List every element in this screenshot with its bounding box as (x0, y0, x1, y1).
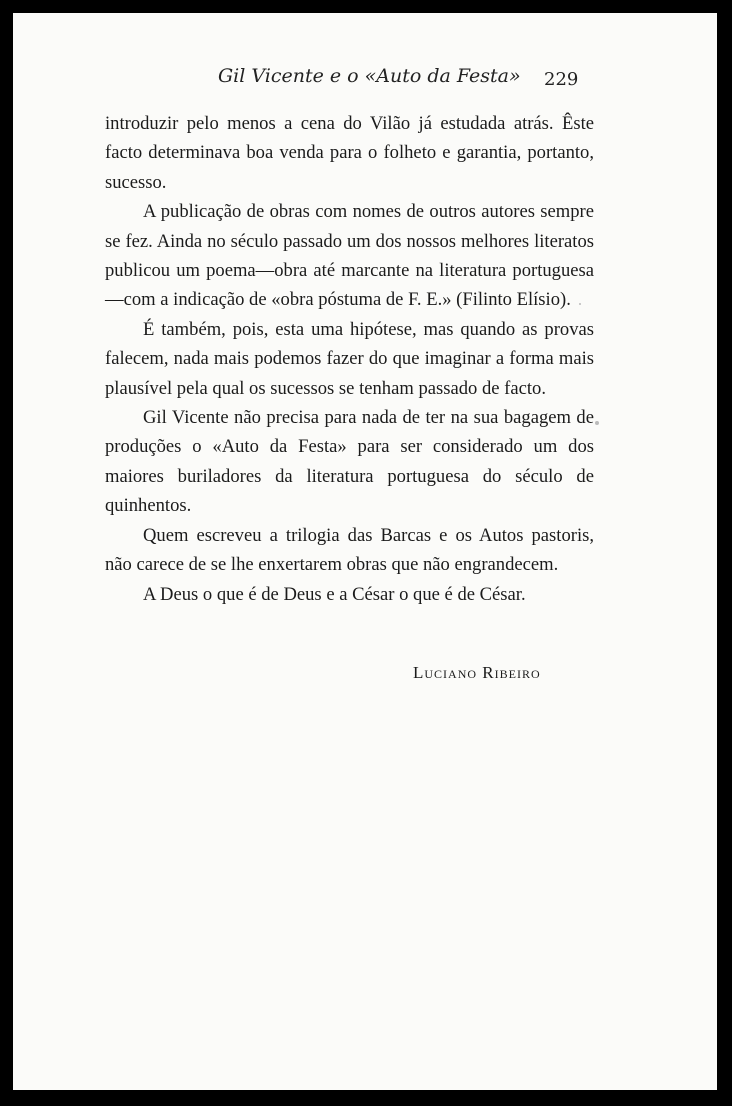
paragraph: A publicação de obras com nomes de outros autores sempre se fez. Ainda no século passado um dos nossos melhores literatos publicou um poema—obra até marcante na literatura portuguesa—com a indicação de «obra póstuma de F. E.» (Filinto Elísio). (105, 201, 594, 311)
body-text (105, 109, 594, 609)
author-signature: Luciano Ribeiro (413, 663, 541, 682)
paragraph: Gil Vicente não precisa para nada de ter na sua bagagem de produções o «Auto da Festa» para ser considerado um dos maiores buriladores da literatura portuguesa do século de quinhentos. (105, 407, 594, 517)
paragraph: introduzir pelo menos a cena do Vilão já estudada atrás. Êste facto determinava boa venda para o folheto e garantia, portanto, sucesso. (105, 113, 594, 193)
page-header (13, 65, 717, 95)
running-head: Gil Vicente e o «Auto da Festa» (218, 65, 521, 87)
paper-speck (579, 303, 581, 305)
page-number: 229 (544, 69, 579, 90)
paragraph: Quem escreveu a trilogia das Barcas e os Autos pastoris, não carece de se lhe enxertarem obras que não engrandecem. (105, 524, 594, 576)
book-page (13, 13, 717, 1090)
paragraph: A Deus o que é de Deus e a César o que é de César. (143, 583, 526, 605)
paper-speck (595, 421, 599, 425)
paragraph: É também, pois, esta uma hipótese, mas quando as provas falecem, nada mais podemos fazer do que imaginar a forma mais plausível pela qual os sucessos se tenham passado de facto. (105, 318, 594, 399)
